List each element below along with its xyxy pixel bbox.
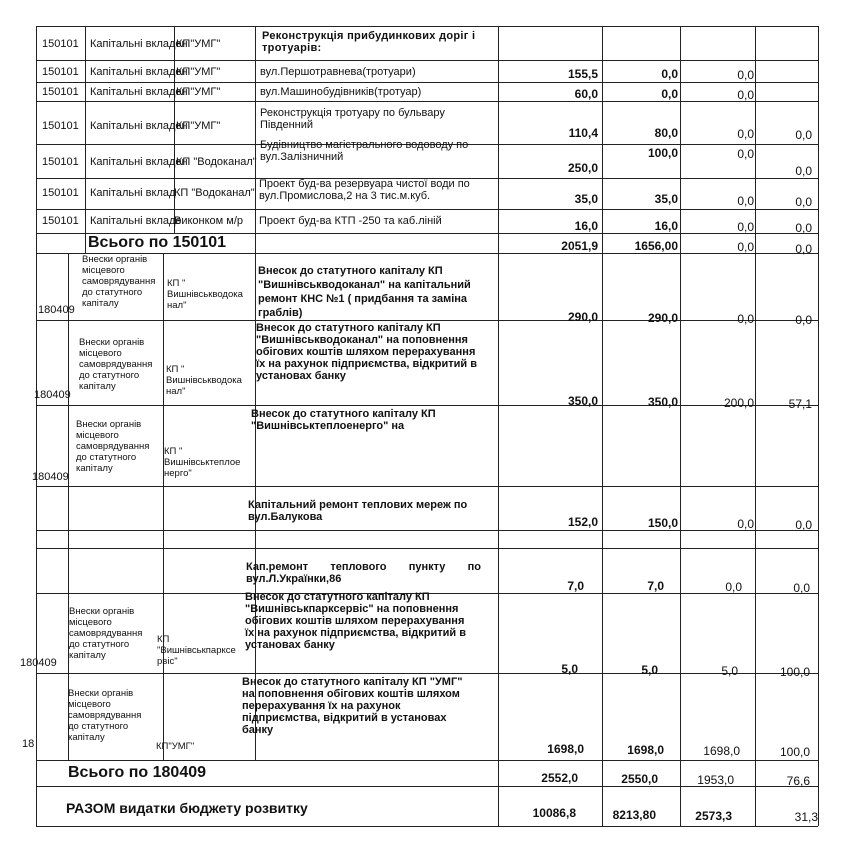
value-col-2: 7,0 <box>647 579 664 593</box>
table-rule <box>36 486 818 487</box>
value-col-4: 0,0 <box>795 313 812 327</box>
item-description: Кап.ремонт теплового пункту по вул.Л.Українки,86 <box>246 561 481 585</box>
value-col-4: 0,0 <box>793 581 810 595</box>
value-col-2: 35,0 <box>654 192 678 206</box>
value-col-1: 110,4 <box>568 126 598 140</box>
item-description: Внесок до статутного капіталу КП "Вишнівськводоканал" на капітальний ремонт КНС №1 ( придбання та заміна граблів) <box>258 265 471 319</box>
item-description: Внесок до статутного капіталу КП "Вишнівськводоканал" на поповнення обігових коштів шляхом перерахування їх на рахунок підприємства, відкритий в установах банку <box>256 322 477 382</box>
value-col-2: 1698,0 <box>627 743 664 757</box>
table-rule <box>36 405 818 406</box>
value-col-4: 0,0 <box>795 164 812 178</box>
item-description: Проект буд-ва резервуара чистої води по вул.Промислова,2 на 3 тис.м.куб. <box>259 178 470 202</box>
expense-kind: Внески органів місцевого самоврядування до статутного капіталу <box>82 254 156 309</box>
value-col-2: 5,0 <box>641 663 658 677</box>
subtotal-label: Всього по 180409 <box>68 764 207 781</box>
expense-kind: Капітальні вклад <box>90 187 176 199</box>
organization: КП"УМГ" <box>156 741 195 752</box>
table-rule <box>36 826 818 827</box>
table-rule <box>36 673 818 674</box>
table-rule <box>36 26 37 826</box>
item-description: Реконструкція тротуару по бульвару Південний <box>260 107 445 131</box>
budget-code: 180409 <box>34 389 71 401</box>
budget-code: 18 <box>22 738 35 750</box>
value-col-1: 1698,0 <box>547 742 584 756</box>
value-col-3: 0,0 <box>737 517 754 531</box>
value-col-3: 0,0 <box>737 68 754 82</box>
subtotal-value-3: 0,0 <box>737 240 754 254</box>
table-rule <box>602 26 603 826</box>
value-col-3: 200,0 <box>723 396 754 410</box>
organization: КП " Вишнівськводока нал" <box>167 278 243 311</box>
value-col-3: 0,0 <box>725 580 742 594</box>
budget-code: 150101 <box>42 66 79 78</box>
organization: КП " Вишнівськводока нал" <box>166 364 242 397</box>
expense-kind: Капітальні вкладен <box>90 66 188 78</box>
table-rule <box>163 253 164 760</box>
table-rule <box>818 26 819 826</box>
table-rule <box>36 60 818 61</box>
expense-kind: Капітальні вкладе <box>90 215 182 227</box>
table-rule <box>68 253 69 760</box>
value-col-1: 16,0 <box>574 219 598 233</box>
organization: КП"УМГ" <box>176 120 221 132</box>
expense-kind: Капітальні вкладен <box>90 156 188 168</box>
value-col-1: 7,0 <box>567 579 584 593</box>
value-col-2: 16,0 <box>654 219 678 233</box>
value-col-1: 5,0 <box>561 662 578 676</box>
grand-total-value-4: 31,3 <box>794 810 818 824</box>
item-description: Внесок до статутного капіталу КП "УМГ" на поповнення обігових коштів шляхом перерахування їх на рахунок підприємства, відкритий в установах банку <box>242 676 463 736</box>
table-rule <box>36 760 818 761</box>
table-rule <box>680 26 681 826</box>
value-col-3: 0,0 <box>737 220 754 234</box>
item-description: Внесок до статутного капіталу КП "Вишнівськтеплоенерго" на <box>251 408 436 432</box>
budget-code: 150101 <box>42 215 79 227</box>
table-rule <box>755 26 756 826</box>
organization: КП"УМГ" <box>176 38 221 50</box>
budget-code: 150101 <box>42 120 79 132</box>
organization: КП " Вишнівськтеплое нерго" <box>164 446 241 479</box>
subtotal-value-3: 1953,0 <box>697 773 734 787</box>
item-description: Проект буд-ва КТП -250 та каб.ліній <box>259 215 442 227</box>
table-rule <box>36 26 818 27</box>
budget-code: 180409 <box>20 657 57 669</box>
table-rule <box>36 530 818 531</box>
grand-total-value-1: 10086,8 <box>532 806 576 820</box>
value-col-3: 0,0 <box>737 127 754 141</box>
value-col-4: 0,0 <box>795 518 812 532</box>
value-col-3: 0,0 <box>737 194 754 208</box>
subtotal-value-4: 76,6 <box>786 774 810 788</box>
value-col-1: 290,0 <box>567 310 598 324</box>
budget-code: 180409 <box>38 304 75 316</box>
value-col-1: 35,0 <box>574 192 598 206</box>
budget-code: 150101 <box>42 156 79 168</box>
table-rule <box>36 209 818 210</box>
subtotal-value-1: 2051,9 <box>561 239 598 253</box>
item-description: Будівництво магістрального водоводу по вул.Залізничний <box>260 139 469 163</box>
value-col-1: 250,0 <box>567 161 598 175</box>
value-col-2: 150,0 <box>647 516 678 530</box>
value-col-2: 100,0 <box>647 146 678 160</box>
organization: КП"УМГ" <box>176 86 221 98</box>
subtotal-value-2: 2550,0 <box>621 772 658 786</box>
subtotal-value-4: 0,0 <box>795 242 812 256</box>
subtotal-value-1: 2552,0 <box>541 771 578 785</box>
table-rule <box>85 26 86 254</box>
expense-kind: Капітальні вкладен <box>90 86 188 98</box>
value-col-4: 57,1 <box>788 397 812 411</box>
value-col-4: 0,0 <box>795 128 812 142</box>
value-col-4: 100,0 <box>779 665 810 679</box>
expense-kind: Внески органів місцевого самоврядування до статутного капіталу <box>68 688 142 743</box>
table-rule <box>36 320 818 321</box>
expense-kind: Капітальні вкладен <box>90 38 188 50</box>
value-col-3: 5,0 <box>721 664 738 678</box>
expense-kind: Капітальні вкладен <box>90 120 188 132</box>
table-rule <box>498 26 499 826</box>
expense-kind: Внески органів місцевого самоврядування до статутного капіталу <box>69 606 143 661</box>
organization: КП "Водоканал" <box>174 187 255 199</box>
value-col-4: 100,0 <box>779 745 810 759</box>
table-rule <box>36 548 818 549</box>
budget-code: 180409 <box>32 471 69 483</box>
value-col-3: 1698,0 <box>703 744 740 758</box>
subtotal-label: Всього по 150101 <box>88 234 227 251</box>
organization: КП "Водоканал" <box>176 156 257 168</box>
table-rule <box>36 101 818 102</box>
value-col-1: 60,0 <box>574 87 598 101</box>
value-col-3: 0,0 <box>737 147 754 161</box>
value-col-1: 152,0 <box>567 515 598 529</box>
budget-code: 150101 <box>42 187 79 199</box>
value-col-2: 0,0 <box>661 67 678 81</box>
grand-total-value-3: 2573,3 <box>695 809 732 823</box>
value-col-3: 0,0 <box>737 312 754 326</box>
budget-code: 150101 <box>42 38 79 50</box>
value-col-3: 0,0 <box>737 88 754 102</box>
table-rule <box>36 82 818 83</box>
organization: КП"УМГ" <box>176 66 221 78</box>
value-col-1: 155,5 <box>567 67 598 81</box>
value-col-2: 290,0 <box>647 311 678 325</box>
expense-kind: Внески органів місцевого самоврядування до статутного капіталу <box>76 419 150 474</box>
grand-total-value-2: 8213,80 <box>612 808 656 822</box>
item-description: Внесок до статутного капіталу КП "Вишнівськпарксервіс" на поповнення обігових коштів шляхом перерахування їх на рахунок підприємства, відкритий в установах банку <box>245 591 466 651</box>
item-description: Капітальний ремонт теплових мереж по вул.Балукова <box>248 499 468 523</box>
item-description: вул.Машинобудівників(тротуар) <box>260 86 422 98</box>
item-description: Реконструкція прибудинкових доріг і тротуарів: <box>262 30 476 54</box>
expense-kind: Внески органів місцевого самоврядування до статутного капіталу <box>79 337 153 392</box>
value-col-4: 0,0 <box>795 195 812 209</box>
value-col-1: 350,0 <box>567 394 598 408</box>
grand-total-label: РАЗОМ видатки бюджету розвитку <box>66 800 308 816</box>
organization: Виконком м/р <box>174 215 244 227</box>
value-col-4: 0,0 <box>795 221 812 235</box>
value-col-2: 80,0 <box>654 126 678 140</box>
value-col-2: 0,0 <box>661 87 678 101</box>
budget-code: 150101 <box>42 86 79 98</box>
subtotal-value-2: 1656,00 <box>634 239 678 253</box>
organization: КП "Вишнівськпарксе рвіс" <box>157 634 236 667</box>
value-col-2: 350,0 <box>647 395 678 409</box>
item-description: вул.Першотравнева(тротуари) <box>260 66 416 78</box>
